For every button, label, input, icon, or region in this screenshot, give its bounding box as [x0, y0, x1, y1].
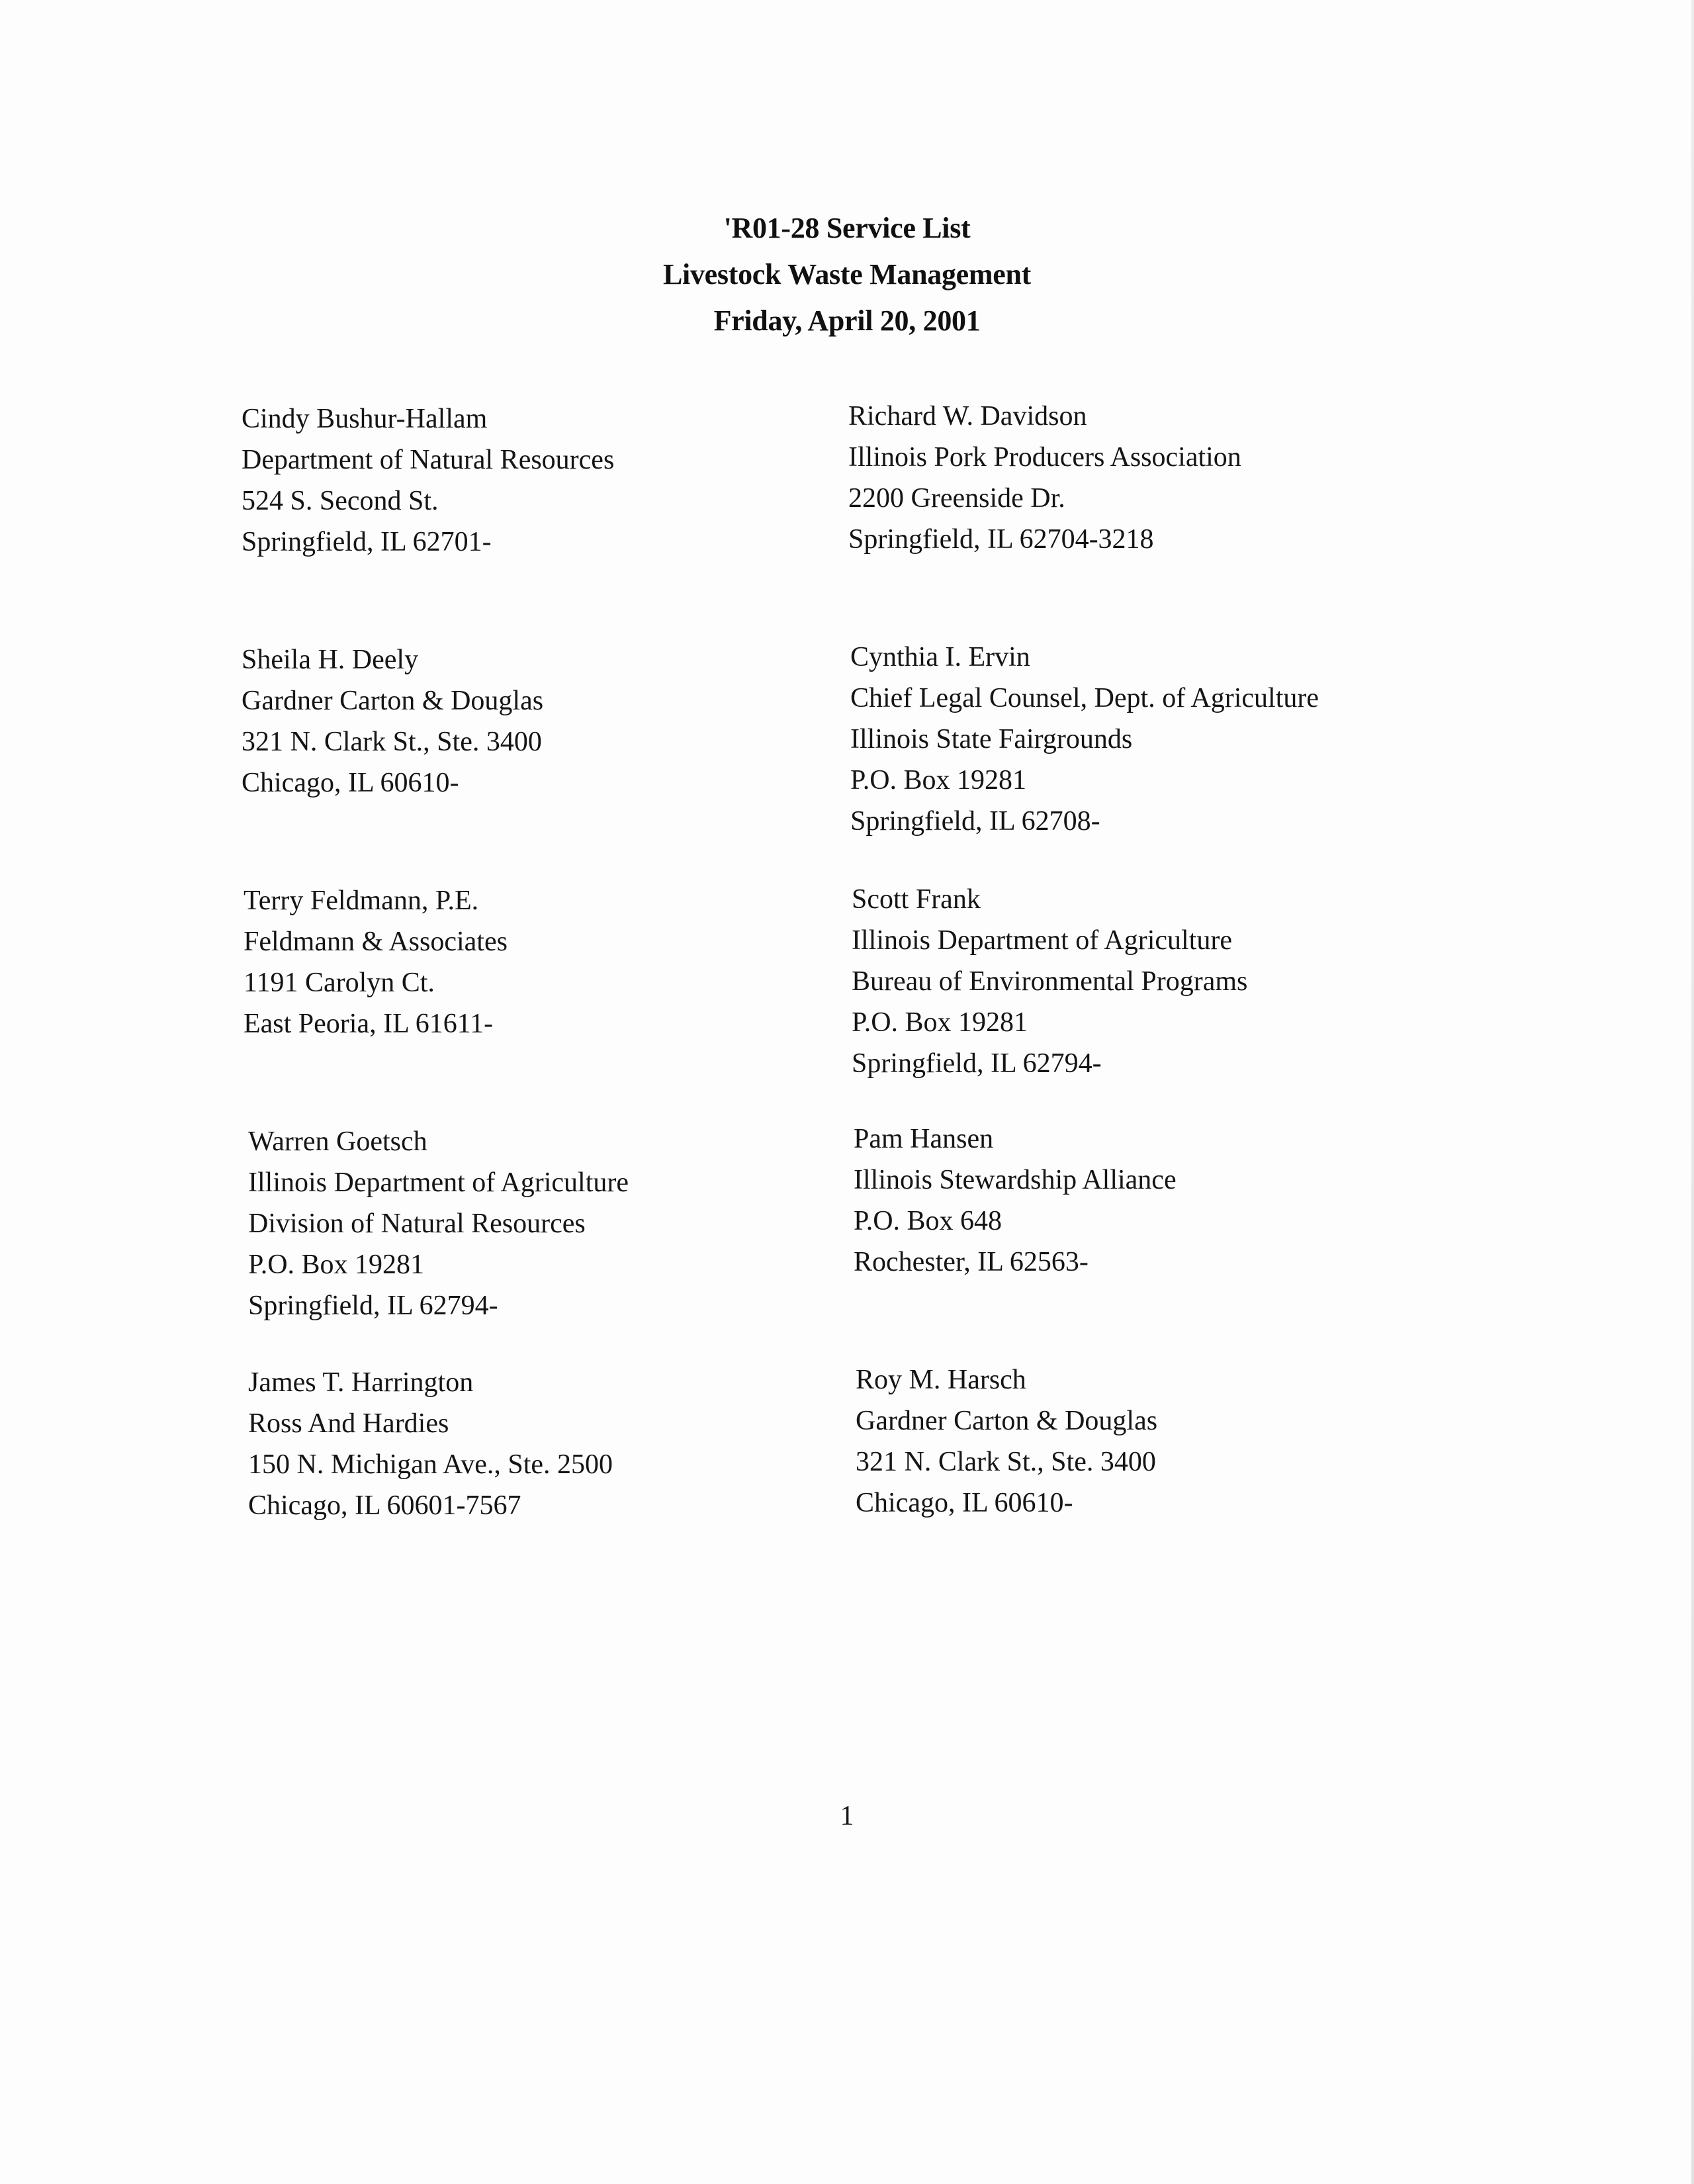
entry-name: Pam Hansen — [854, 1124, 994, 1154]
service-entry-harrington — [248, 1362, 613, 1526]
entry-name: James T. Harrington — [248, 1367, 474, 1398]
scan-edge — [1691, 0, 1694, 2184]
entry-city: Rochester, IL 62563- — [854, 1247, 1089, 1277]
entry-city: Chicago, IL 60610- — [242, 768, 459, 798]
entry-street: 321 N. Clark St., Ste. 3400 — [242, 727, 542, 757]
entry-city: Springfield, IL 62701- — [242, 527, 492, 557]
entry-street: 2200 Greenside Dr. — [848, 483, 1065, 514]
entry-organization: Feldmann & Associates — [244, 927, 508, 957]
entry-name: Sheila H. Deely — [242, 645, 419, 675]
entry-department: Division of Natural Resources — [248, 1208, 586, 1239]
entry-organization: Illinois Stewardship Alliance — [854, 1165, 1177, 1195]
service-entry-davidson — [848, 396, 1241, 560]
entry-name: Scott Frank — [852, 884, 981, 915]
entry-po-box: P.O. Box 19281 — [248, 1250, 425, 1280]
entry-organization: Department of Natural Resources — [242, 445, 615, 475]
service-entry-bushur-hallam — [242, 398, 614, 563]
entry-city: Chicago, IL 60601-7567 — [248, 1490, 521, 1521]
entry-po-box: P.O. Box 19281 — [852, 1007, 1028, 1038]
entry-organization: Gardner Carton & Douglas — [242, 686, 544, 716]
entry-street: 321 N. Clark St., Ste. 3400 — [856, 1447, 1156, 1477]
header-date: Friday, April 20, 2001 — [713, 304, 981, 337]
entry-city: Springfield, IL 62708- — [850, 806, 1100, 837]
entry-organization: Illinois Department of Agriculture — [852, 925, 1233, 956]
service-entry-ervin — [850, 637, 1319, 842]
entry-street: 524 S. Second St. — [242, 486, 439, 516]
header-subtitle: Livestock Waste Management — [663, 258, 1031, 291]
entry-name: Warren Goetsch — [248, 1126, 427, 1157]
service-entry-feldmann — [244, 880, 508, 1044]
entry-organization: Ross And Hardies — [248, 1408, 449, 1439]
entry-department: Bureau of Environmental Programs — [852, 966, 1248, 997]
entry-organization: Chief Legal Counsel, Dept. of Agriculture — [850, 683, 1319, 713]
service-entry-harsch — [856, 1359, 1157, 1524]
entry-city: Springfield, IL 62794- — [852, 1048, 1102, 1079]
service-entry-hansen — [854, 1118, 1177, 1283]
entry-city: Springfield, IL 62704-3218 — [848, 524, 1154, 555]
service-entry-deely — [242, 639, 543, 803]
entry-city: Chicago, IL 60610- — [856, 1488, 1073, 1518]
header-title: 'R01-28 Service List — [723, 212, 971, 244]
entry-po-box: P.O. Box 648 — [854, 1206, 1003, 1236]
entry-name: Terry Feldmann, P.E. — [244, 886, 479, 916]
page-number: 1 — [840, 1801, 854, 1831]
entry-po-box: P.O. Box 19281 — [850, 765, 1027, 796]
entry-street: 150 N. Michigan Ave., Ste. 2500 — [248, 1449, 613, 1480]
entry-organization: Illinois Pork Producers Association — [848, 442, 1241, 473]
entry-street: 1191 Carolyn Ct. — [244, 968, 435, 998]
entry-name: Roy M. Harsch — [856, 1365, 1026, 1395]
entry-name: Cynthia I. Ervin — [850, 642, 1030, 672]
entry-name: Richard W. Davidson — [848, 401, 1087, 432]
entry-city: Springfield, IL 62794- — [248, 1291, 498, 1321]
service-entry-frank — [852, 879, 1247, 1084]
entry-department: Illinois State Fairgrounds — [850, 724, 1133, 754]
entry-organization: Gardner Carton & Douglas — [856, 1406, 1158, 1436]
document-header — [0, 205, 1694, 344]
entry-city: East Peoria, IL 61611- — [244, 1009, 494, 1039]
entry-name: Cindy Bushur-Hallam — [242, 404, 488, 434]
service-entry-goetsch — [248, 1121, 629, 1326]
entry-organization: Illinois Department of Agriculture — [248, 1167, 629, 1198]
